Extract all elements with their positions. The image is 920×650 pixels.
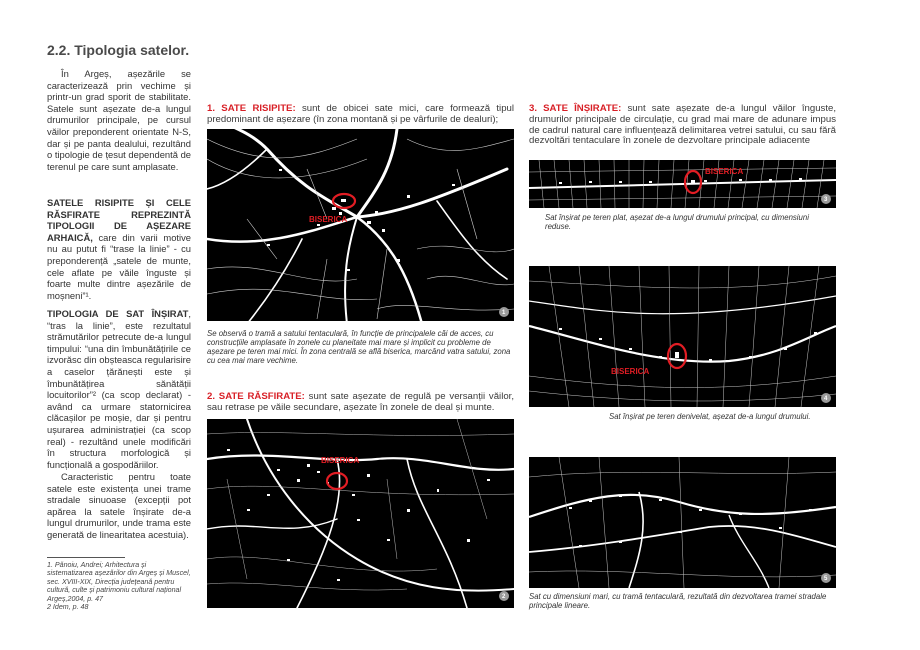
section-1-heading [207,104,514,126]
section-3-heading [529,104,836,147]
section-3-label: 3. SATE ÎNȘIRATE: [529,103,622,114]
map-linear-flat-village [529,160,836,208]
section-2-heading [207,392,514,414]
map-dispersed-village [207,419,514,608]
typology-linear-paragraph [47,308,191,470]
intro-text: În Argeș, așezările se caracterizează prin vechime și printr-un grad sporit de stabilitate. Satele sunt așezate de-a lungul drumurilor principale, pe cursul văilor preponderent orientate N-S, dar și pe panta dealului, rezultând o tipologie de țesut dependentă de terenul pe care sunt amplasate. [47,68,191,172]
map-linear-slope-village [529,266,836,407]
map-4-caption: Sat înșirat pe teren denivelat, așezat de-a lungul drumului. [609,412,811,421]
map-4-church-label: BISERICA [611,367,650,376]
archaic-text: care din varii motive nu au putut fi “trase la linie” - cu preponderență „satele de munte, cele aflate pe văile înguste și foarte multe dintre așezările de moșneni”¹. [47,231,191,301]
section-3-text: sunt sate așezate de-a lungul văilor înguste, drumurilor principale de circulație, cu grad mai mare de adunare impus de cadrul natural care influențează delimitarea vetrei satului, cu sau fără dezvoltări tentaculare în zonele de dezvoltare principale adiacente [529,103,836,147]
typology-archaic-paragraph [47,197,191,301]
section-1-label: 1. SATE RISIPITE: [207,103,296,114]
page-title: 2.2. Tipologia satelor. [47,42,190,58]
linear-text: , “tras la linie”, este rezultatul strămutărilor petrecute de-a lungul timpului: “una din îmbunătățirile ce izvorăsc din obșteasca regularisire a caselor țărănești este și îmbunătățirea sănătății locuitorilor”² (ca scop declarat) - având ca urmare statornicirea clăcașilor pe moșie, dar și pentru ușurarea administrației (ca scop real) - rezultând unele modificări în structura morfologică și funcțională a gospodăriilor. [47,308,191,470]
section-2-label: 2. SATE RĂSFIRATE: [207,391,305,402]
map-3-number: 3 [824,197,828,203]
footnote-2: 2 Idem, p. 48 [47,603,89,612]
footnote-divider [47,557,125,558]
footnotes [47,557,193,611]
linear-heading: TIPOLOGIA DE SAT ÎNȘIRAT [47,308,189,319]
section-2-text: sunt sate așezate de regulă pe versanții văilor, sau retrase pe văile secundare, așezate în zonele de deal și munte. [207,391,514,413]
map-1-church-label: BISERICA [309,215,348,224]
map-3-church-label: BISERICA [705,167,744,176]
street-pattern-text: Caracteristic pentru toate satele este existența unei trame stradale sinuoase (excepții pot apărea la satele înșirate de-a lungul drumurilor, unde trama este generată de linearitatea acestuia). [47,471,191,540]
map-2-church-label: BISERICA [321,456,360,465]
map-large-tentacular-village [529,457,836,588]
map-3-caption: Sat înșirat pe teren plat, așezat de-a lungul drumului principal, cu dimensiuni reduse. [545,213,809,231]
intro-paragraph [47,68,191,172]
map-2-number: 2 [502,594,506,600]
map-4-number: 4 [824,396,828,402]
street-pattern-paragraph [47,471,191,541]
section-1-text: sunt de obicei sate mici, care formează tipul predominant de așezare (în zona montană și pe vârfurile de dealuri); [207,103,514,125]
map-1-number: 1 [502,310,506,316]
map-5-caption: Sat cu dimensiuni mari, cu tramă tentaculară, rezultată din dezvoltarea tramei stradale principale lineare. [529,592,827,610]
map-scattered-village [207,129,514,321]
map-5-number: 5 [824,576,828,582]
map-1-caption: Se observă o tramă a satului tentaculară, în funcție de principalele căi de acces, cu construcțiile amplasate în zonele cu planeitate mai mare și implicit cu probleme de așezare pe teren mai mici. În zona centrală se află biserica, marcând vatra satului, zona cu cea mai mare vechime. [207,329,511,365]
footnote-1: 1. Pănoiu, Andrei; Arhitectura și sistematizarea așezărilor din Argeș și Muscel, sec. XVIII-XIX, Direcția județeană pentru cultură, culte și patrimoniu cultural național Argeș,2004, p. 47 [47,561,191,603]
archaic-heading: SATELE RISIPITE ȘI CELE RĂSFIRATE REPREZINTĂ TIPOLOGII DE AȘEZARE ARHAICĂ, [47,197,191,243]
